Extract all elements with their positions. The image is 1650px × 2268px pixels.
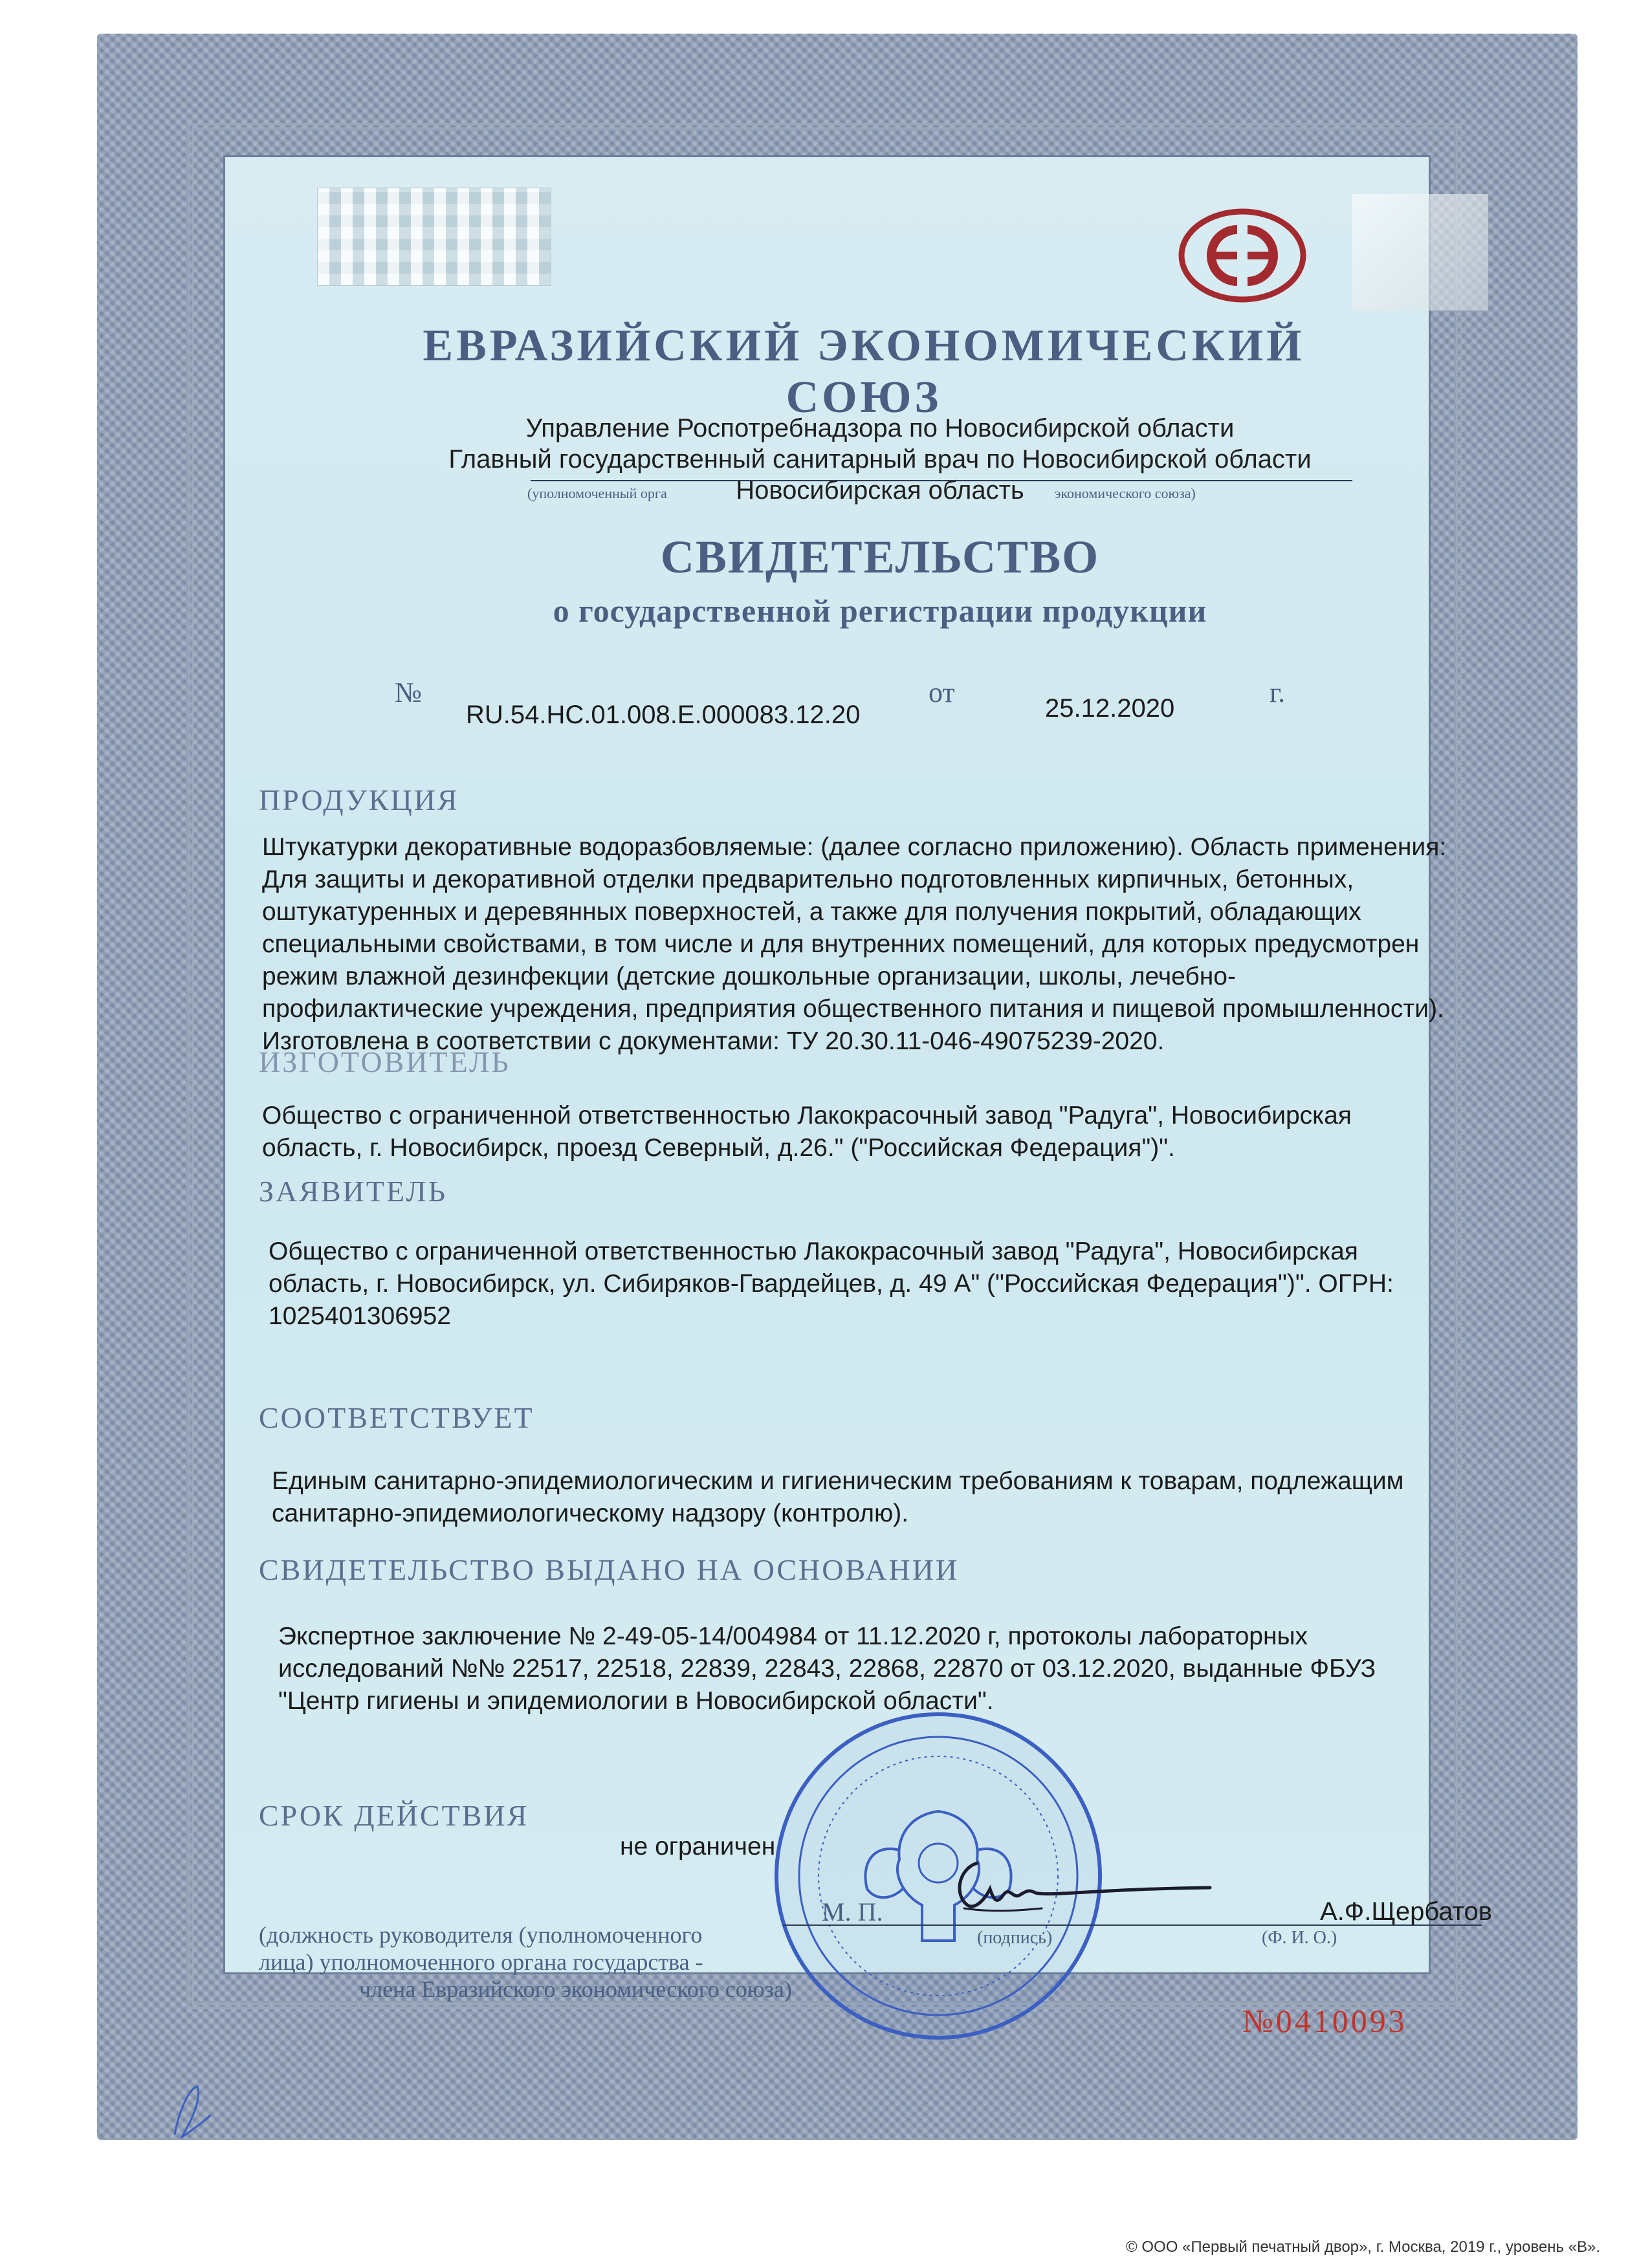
applicant-text bbox=[269, 1236, 1394, 1333]
product-line: Для защиты и декоративной отделки предварительно подготовленных кирпичных, бетонных, bbox=[262, 866, 1354, 893]
signature-caption: (подпись) bbox=[977, 1928, 1053, 1948]
number-label: № bbox=[395, 677, 422, 708]
authority-line-1: Управление Роспотребнадзора по Новосибирской области bbox=[525, 414, 1235, 442]
manufacturer-section-title: ИЗГОТОВИТЕЛЬ bbox=[259, 1045, 511, 1078]
conforms-line: санитарно-эпидемиологическому надзору (контролю). bbox=[272, 1499, 909, 1527]
printer-footer-note: © ООО «Первый печатный двор», г. Москва, 2019 г., уровень «В». bbox=[1126, 2238, 1601, 2256]
applicant-line: Общество с ограниченной ответственностью Лакокрасочный завод "Радуга", Новосибирская bbox=[269, 1238, 1358, 1265]
pen-mark bbox=[162, 2077, 220, 2148]
certificate-subtitle: о государственной регистрации продукции bbox=[553, 593, 1207, 629]
product-section-title: ПРОДУКЦИЯ bbox=[259, 783, 459, 816]
validity-section-title: СРОК ДЕЙСТВИЯ bbox=[259, 1799, 529, 1832]
position-caption-line: лица) уполномоченного органа государства - bbox=[259, 1949, 703, 1975]
applicant-line: 1025401306952 bbox=[269, 1302, 451, 1330]
position-caption-line: члена Евразийского экономического союза) bbox=[359, 1976, 792, 2002]
authority-caption-left: (уполномоченный орга bbox=[527, 485, 667, 501]
date-label: от bbox=[929, 677, 955, 708]
conforms-line: Единым санитарно-эпидемиологическим и гигиеническим требованиям к товарам, подлежащим bbox=[272, 1467, 1404, 1495]
signatory-name: А.Ф.Щербатов bbox=[1320, 1897, 1493, 1926]
product-line: профилактические учреждения, предприятия общественного питания и пищевой промышленности). bbox=[262, 995, 1444, 1023]
basis-line: Экспертное заключение № 2-49-05-14/004984 от 11.12.2020 г, протоколы лабораторных bbox=[278, 1622, 1308, 1650]
product-line: оштукатуренных и деревянных поверхностей, а также для получения покрытий, обладающих bbox=[262, 898, 1361, 926]
hologram-right bbox=[1352, 194, 1488, 311]
authority-line-2: Главный государственный санитарный врач по Новосибирской области bbox=[448, 445, 1312, 474]
conforms-text bbox=[272, 1465, 1403, 1530]
conforms-section-title: СООТВЕТСТВУЕТ bbox=[259, 1401, 534, 1434]
certificate-date: 25.12.2020 bbox=[1045, 694, 1175, 723]
manufacturer-line: Общество с ограниченной ответственностью Лакокрасочный завод "Радуга", Новосибирская bbox=[262, 1102, 1352, 1129]
hologram-sticker bbox=[317, 188, 551, 286]
basis-line: "Центр гигиены и эпидемиологии в Новосибирской области". bbox=[278, 1687, 994, 1715]
manufacturer-text bbox=[262, 1100, 1352, 1164]
eac-logo-icon bbox=[1178, 207, 1307, 304]
year-suffix: г. bbox=[1270, 677, 1286, 708]
product-line: Изготовлена в соответствии с документами: ТУ 20.30.11-046-49075239-2020. bbox=[262, 1027, 1165, 1055]
product-line: режим влажной дезинфекции (детские дошкольные организации, школы, лечебно- bbox=[262, 963, 1236, 990]
applicant-section-title: ЗАЯВИТЕЛЬ bbox=[259, 1175, 448, 1208]
certificate-number: RU.54.НС.01.008.Е.000083.12.20 bbox=[466, 701, 861, 729]
product-line: Штукатурки декоративные водоразбовляемые: (далее согласно приложению). Область применения: bbox=[262, 833, 1447, 861]
basis-section-title: СВИДЕТЕЛЬСТВО ВЫДАНО НА ОСНОВАНИИ bbox=[259, 1553, 960, 1586]
applicant-line: область, г. Новосибирск, ул. Сибиряков-Гвардейцев, д. 49 А" ("Российская Федерация")". ОГРН: bbox=[269, 1270, 1394, 1298]
validity-value: не ограничен bbox=[620, 1833, 776, 1860]
handwritten-signature bbox=[938, 1850, 1216, 1921]
certificate-title: СВИДЕТЕЛЬСТВО bbox=[660, 531, 1100, 583]
basis-line: исследований №№ 22517, 22518, 22839, 22843, 22868, 22870 от 03.12.2020, выданные ФБУЗ bbox=[278, 1655, 1376, 1683]
product-line: специальными свойствами, в том числе и для внутренних помещений, для которых предусмотрен bbox=[262, 930, 1420, 958]
mp-label: М. П. bbox=[822, 1897, 883, 1926]
name-line bbox=[1262, 1925, 1482, 1926]
position-caption bbox=[259, 1921, 802, 2003]
manufacturer-line: область, г. Новосибирск, проезд Северный, д.26." ("Российская Федерация")". bbox=[262, 1134, 1175, 1162]
union-title: ЕВРАЗИЙСКИЙ ЭКОНОМИЧЕСКИЙ СОЮЗ bbox=[423, 321, 1305, 422]
authority-caption-right: экономического союза) bbox=[1055, 485, 1196, 501]
authority-line-3: Новосибирская область bbox=[736, 476, 1024, 505]
signature-line bbox=[783, 1925, 1314, 1926]
position-caption-line: (должность руководителя (уполномоченного bbox=[259, 1922, 703, 1948]
form-serial-number: №0410093 bbox=[1242, 2003, 1407, 2039]
product-text bbox=[262, 831, 1446, 1058]
name-caption: (Ф. И. О.) bbox=[1262, 1928, 1337, 1948]
authority-underline bbox=[531, 480, 1352, 481]
